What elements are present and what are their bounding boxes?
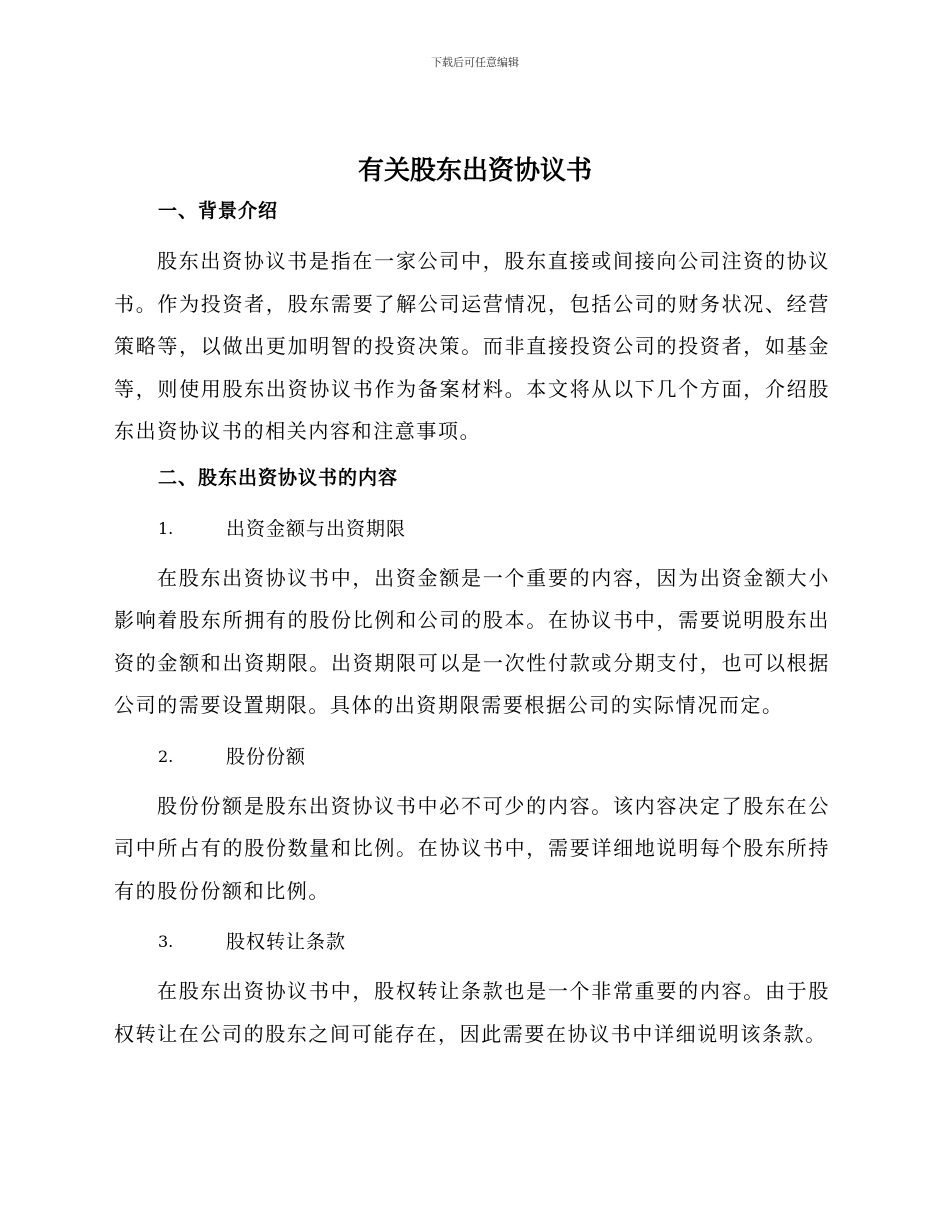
subsection-title: 股权转让条款 [226, 931, 347, 953]
subsection-paragraph-1: 在股东出资协议书中，出资金额是一个重要的内容，因为出资金额大小影响着股东所拥有的股份比例和公司的股本。在协议书中，需要说明股东出资的金额和出资期限。出资期限可以是一次性付款或分期支付，也可以根据公司的需要设置期限。具体的出资期限需要根据公司的实际情况而定。 [114, 565, 830, 717]
subsection-heading-1 [114, 507, 830, 551]
subsection-heading-3 [114, 920, 830, 964]
section-heading-content: 二、股东出资协议书的内容 [158, 466, 399, 489]
section-heading-background: 一、背景介绍 [158, 200, 279, 222]
page-header-note: 下载后可任意编辑 [431, 56, 519, 69]
subsection-heading-2 [114, 735, 830, 779]
subsection-number: 3. [158, 932, 174, 951]
subsection-number: 1. [158, 518, 174, 538]
subsection-number: 2. [158, 746, 174, 766]
subsection-paragraph-3: 在股东出资协议书中，股权转让条款也是一个非常重要的内容。由于股权转让在公司的股东之间可能存在，因此需要在协议书中详细说明该条款。 [114, 979, 830, 1046]
subsection-title: 股份份额 [226, 745, 307, 768]
document-body [114, 194, 830, 1063]
subsection-paragraph-2: 股份份额是股东出资协议书中必不可少的内容。该内容决定了股东在公司中所占有的股份数量和比例。在协议书中，需要详细地说明每个股东所持有的股份份额和比例。 [114, 793, 830, 903]
background-paragraph: 股东出资协议书是指在一家公司中，股东直接或间接向公司注资的协议书。作为投资者，股东需要了解公司运营情况，包括公司的财务状况、经营策略等，以做出更加明智的投资决策。而非直接投资公司的投资者，如基金等，则使用股东出资协议书作为备案材料。本文将从以下几个方面，介绍股东出资协议书的相关内容和注意事项。 [114, 249, 830, 443]
subsection-title: 出资金额与出资期限 [226, 517, 407, 540]
document-title: 有关股东出资协议书 [357, 156, 592, 186]
